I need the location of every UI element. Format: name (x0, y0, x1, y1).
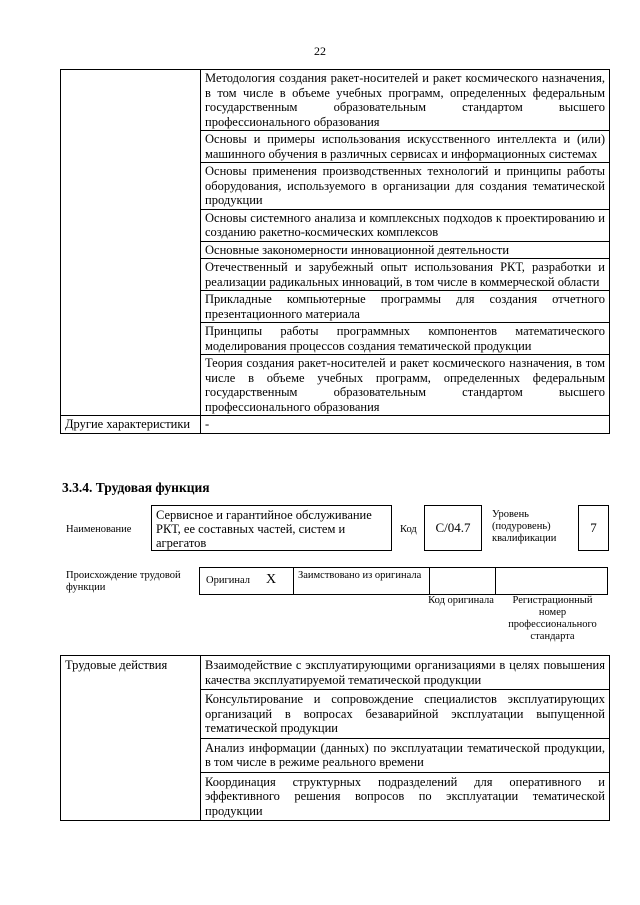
original-mark: X (266, 572, 277, 587)
knowledge-item: Методология создания ракет-носителей и ракет космического назначения, в том числе в объеме учебных программ, определенных федеральным государственным образовательным стандартом высшего профессионального образования (201, 70, 610, 131)
knowledge-item: Основные закономерности инновационной деятельности (201, 241, 610, 259)
other-characteristics-value: - (201, 416, 610, 434)
level-value-box: 7 (578, 505, 609, 551)
code-original-cell (429, 567, 496, 595)
name-label: Наименование (66, 524, 132, 535)
knowledge-item: Теория создания ракет-носителей и ракет космического назначения, в том числе в объеме учебных программ, определенных федеральным государственным образовательным стандартом высшего профессионального образования (201, 355, 610, 416)
function-name-box: Сервисное и гарантийное обслуживание РКТ, ее составных частей, систем и агрегатов (151, 505, 392, 551)
labor-action-item: Консультирование и сопровождение специалистов эксплуатирующих организаций в вопросах безаварийной эксплуатации выпущенной тематической продукции (201, 690, 610, 739)
borrowed-label: Заимствовано из оригинала (298, 570, 422, 581)
knowledge-item: Отечественный и зарубежный опыт использования РКТ, разработки и реализации радикальных инноваций, в том числе в коммерческой области (201, 259, 610, 291)
reg-number-cell (495, 567, 608, 595)
knowledge-label-cell (61, 70, 201, 416)
origin-row (199, 567, 608, 595)
other-characteristics-label: Другие характеристики (61, 416, 201, 434)
table-row (61, 656, 610, 690)
original-cell (199, 567, 294, 595)
knowledge-item: Принципы работы программных компонентов математического моделирования процессов создания тематической продукции (201, 323, 610, 355)
function-code-box: C/04.7 (424, 505, 482, 551)
level-label: Уровень (подуровень) квалификации (492, 509, 557, 544)
knowledge-item: Основы применения производственных технологий и принципы работы оборудования, используемого в организации для создания тематической продукции (201, 163, 610, 210)
origin-label: Происхождение трудовой функции (66, 570, 181, 593)
knowledge-item: Прикладные компьютерные программы для создания отчетного презентационного материала (201, 291, 610, 323)
original-label: Оригинал (206, 575, 250, 586)
labor-action-item: Анализ информации (данных) по эксплуатации тематической продукции, в том числе в режиме реального времени (201, 738, 610, 772)
labor-actions-label: Трудовые действия (61, 656, 201, 821)
table-row (61, 416, 610, 434)
section-title: 3.3.4. Трудовая функция (62, 480, 210, 495)
page-number: 22 (314, 44, 326, 58)
labor-actions-table (60, 655, 610, 821)
code-label: Код (400, 524, 417, 535)
labor-action-item: Взаимодействие с эксплуатирующими организациями в целях повышения качества эксплуатируемой тематической продукции (201, 656, 610, 690)
knowledge-item: Основы системного анализа и комплексных подходов к проектированию и созданию ракетно-космических комплексов (201, 209, 610, 241)
reg-number-label: Регистрационный номер профессионального стандарта (508, 595, 597, 642)
borrowed-cell (293, 567, 430, 595)
knowledge-item: Основы и примеры использования искусственного интеллекта и (или) машинного обучения в различных сервисах и информационных системах (201, 131, 610, 163)
code-original-label: Код оригинала (428, 595, 494, 606)
required-knowledge-table (60, 69, 610, 434)
labor-action-item: Координация структурных подразделений для оперативного и эффективного решения вопросов по эксплуатации тематической продукции (201, 772, 610, 821)
table-row (61, 70, 610, 131)
